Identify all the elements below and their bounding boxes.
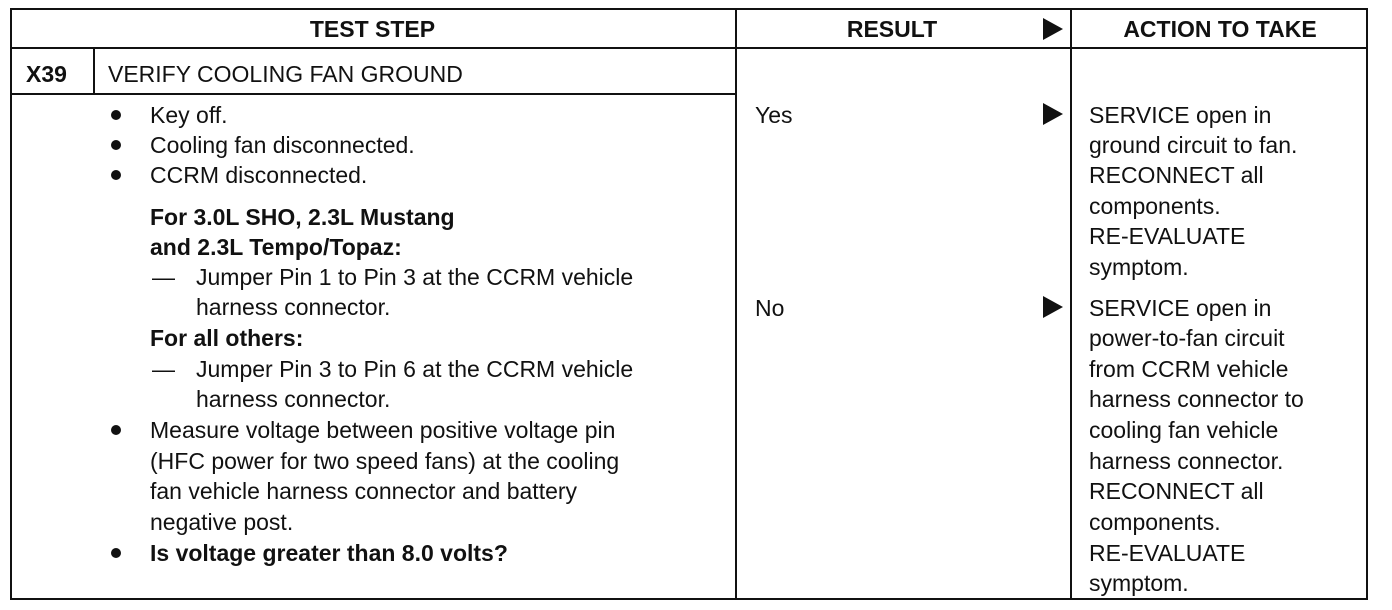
header-action: ACTION TO TAKE (1123, 16, 1317, 42)
header-test-step: TEST STEP (309, 16, 436, 42)
result-no: No (755, 295, 785, 321)
sub2-title: For all others: (150, 325, 304, 351)
action-no-line-2: power-to-fan circuit (1089, 325, 1285, 351)
action-no-line-3: from CCRM vehicle (1089, 356, 1289, 382)
action-yes-line-1: SERVICE open in (1089, 102, 1272, 128)
measure-line-3: fan vehicle harness connector and battery (150, 478, 578, 504)
action-no-line-6: harness connector. (1089, 448, 1284, 474)
result-no-arrow-icon (1043, 296, 1063, 318)
step-title-divider (10, 93, 736, 95)
action-no-line-10: symptom. (1089, 570, 1189, 596)
header-arrow-icon (1043, 18, 1063, 40)
sub1-line-1: Jumper Pin 1 to Pin 3 at the CCRM vehicle (196, 264, 634, 290)
sub2-line-2: harness connector. (196, 386, 391, 412)
instruction-key-off: Key off. (150, 102, 228, 128)
measure-line-4: negative post. (150, 509, 294, 535)
action-no-line-8: components. (1089, 509, 1221, 535)
action-yes-line-6: symptom. (1089, 254, 1189, 280)
step-title: VERIFY COOLING FAN GROUND (108, 61, 463, 87)
sub1-dash: — (152, 264, 175, 290)
action-no-line-4: harness connector to (1089, 386, 1304, 412)
action-column-divider (1070, 8, 1072, 600)
measure-line-1: Measure voltage between positive voltage pin (150, 417, 616, 443)
sub1-title-line-1: For 3.0L SHO, 2.3L Mustang (150, 204, 455, 230)
step-id: X39 (26, 61, 67, 87)
bullet-icon (111, 170, 121, 180)
bullet-icon (111, 425, 121, 435)
bullet-icon (111, 140, 121, 150)
measure-line-2: (HFC power for two speed fans) at the cooling (150, 448, 620, 474)
bullet-icon (111, 110, 121, 120)
action-yes-line-5: RE-EVALUATE (1089, 223, 1246, 249)
action-no-line-1: SERVICE open in (1089, 295, 1272, 321)
instruction-ccrm-disconnected: CCRM disconnected. (150, 162, 368, 188)
result-column-divider (735, 8, 737, 600)
result-yes-arrow-icon (1043, 103, 1063, 125)
action-yes-line-2: ground circuit to fan. (1089, 132, 1298, 158)
voltage-question: Is voltage greater than 8.0 volts? (150, 540, 508, 566)
instruction-fan-disconnected: Cooling fan disconnected. (150, 132, 415, 158)
action-no-line-7: RECONNECT all (1089, 478, 1264, 504)
action-no-line-5: cooling fan vehicle (1089, 417, 1279, 443)
action-yes-line-3: RECONNECT all (1089, 162, 1264, 188)
sub1-line-2: harness connector. (196, 294, 391, 320)
sub2-dash: — (152, 356, 175, 382)
action-no-line-9: RE-EVALUATE (1089, 540, 1246, 566)
sub2-line-1: Jumper Pin 3 to Pin 6 at the CCRM vehicle (196, 356, 634, 382)
sub1-title-line-2: and 2.3L Tempo/Topaz: (150, 234, 402, 260)
result-yes: Yes (755, 102, 793, 128)
action-yes-line-4: components. (1089, 193, 1221, 219)
header-result: RESULT (846, 16, 938, 42)
bullet-icon (111, 548, 121, 558)
